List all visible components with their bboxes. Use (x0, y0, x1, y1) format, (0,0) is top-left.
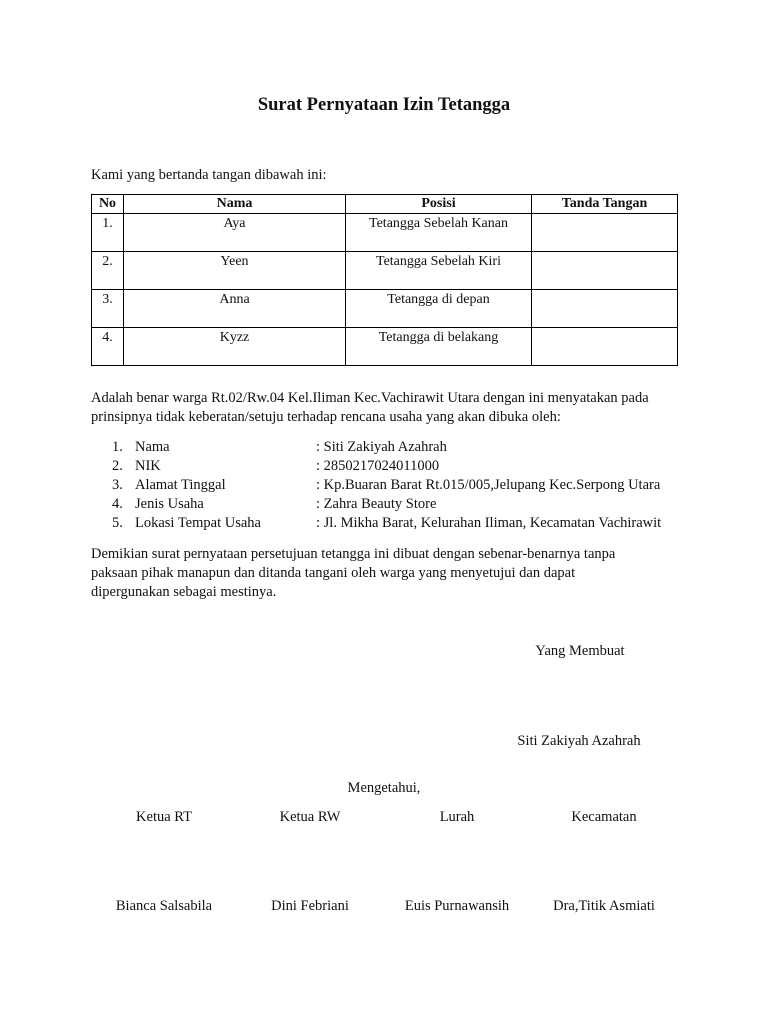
detail-label: Lokasi Tempat Usaha (135, 515, 261, 531)
table-row (92, 252, 678, 290)
list-item (112, 457, 712, 476)
row-no: 4. (92, 328, 124, 366)
row-nama: Yeen (124, 252, 346, 290)
list-number: 3. (112, 477, 123, 493)
row-nama: Aya (124, 214, 346, 252)
role-kecamatan: Kecamatan (571, 809, 637, 825)
list-number: 4. (112, 496, 123, 512)
list-item (112, 476, 712, 495)
row-posisi: Tetangga di belakang (346, 328, 532, 366)
closing-line: dipergunakan sebagai mestinya. (91, 584, 277, 600)
detail-label: Nama (135, 439, 170, 455)
name-lurah: Euis Purnawansih (404, 898, 510, 914)
detail-label: Alamat Tinggal (135, 477, 226, 493)
row-signature-cell[interactable] (532, 252, 678, 290)
role-ketua-rw: Ketua RW (279, 809, 341, 825)
row-no: 3. (92, 290, 124, 328)
row-posisi: Tetangga Sebelah Kanan (346, 214, 532, 252)
maker-label: Yang Membuat (535, 643, 625, 659)
table-header-row (92, 195, 678, 214)
row-nama: Kyzz (124, 328, 346, 366)
row-posisi: Tetangga di depan (346, 290, 532, 328)
table-row (92, 214, 678, 252)
statement-line: prinsipnya tidak keberatan/setuju terhadap rencana usaha yang akan dibuka oleh: (91, 409, 561, 425)
table-row (92, 290, 678, 328)
detail-value: : Siti Zakiyah Azahrah (316, 439, 447, 455)
detail-label: Jenis Usaha (135, 496, 204, 512)
role-lurah: Lurah (439, 809, 475, 825)
intro-text: Kami yang bertanda tangan dibawah ini: (91, 167, 327, 183)
list-item (112, 438, 712, 457)
statement-line: Adalah benar warga Rt.02/Rw.04 Kel.Iliman Kec.Vachirawit Utara dengan ini menyatakan pada (91, 390, 649, 406)
closing-paragraph (91, 545, 691, 602)
header-nama: Nama (124, 195, 346, 214)
row-no: 1. (92, 214, 124, 252)
list-number: 1. (112, 439, 123, 455)
header-tanda-tangan: Tanda Tangan (532, 195, 678, 214)
row-nama: Anna (124, 290, 346, 328)
role-ketua-rt: Ketua RT (136, 809, 192, 825)
list-item (112, 495, 712, 514)
row-signature-cell[interactable] (532, 328, 678, 366)
list-number: 5. (112, 515, 123, 531)
name-kecamatan: Dra,Titik Asmiati (553, 898, 655, 914)
name-ketua-rt: Bianca Salsabila (115, 898, 213, 914)
detail-value: : 2850217024011000 (316, 458, 440, 474)
detail-label: NIK (135, 458, 161, 474)
header-posisi: Posisi (346, 195, 532, 214)
row-signature-cell[interactable] (532, 214, 678, 252)
statement-paragraph (91, 389, 691, 427)
applicant-details-list (112, 438, 712, 533)
name-ketua-rw: Dini Febriani (271, 898, 349, 914)
list-number: 2. (112, 458, 123, 474)
maker-name: Siti Zakiyah Azahrah (517, 733, 641, 749)
closing-line: Demikian surat pernyataan persetujuan tetangga ini dibuat dengan sebenar-benarnya tanpa (91, 546, 616, 562)
detail-value: : Zahra Beauty Store (316, 496, 437, 512)
row-signature-cell[interactable] (532, 290, 678, 328)
detail-value: : Jl. Mikha Barat, Kelurahan Iliman, Kecamatan Vachirawit (316, 515, 662, 531)
acknowledge-label: Mengetahui, (347, 780, 421, 796)
table-row (92, 328, 678, 366)
header-no: No (92, 195, 124, 214)
signatory-table (91, 194, 678, 366)
list-item (112, 514, 712, 533)
detail-value: : Kp.Buaran Barat Rt.015/005,Jelupang Kec.Serpong Utara (316, 477, 661, 493)
closing-line: paksaan pihak manapun dan ditanda tangani oleh warga yang menyetujui dan dapat (91, 565, 576, 581)
row-posisi: Tetangga Sebelah Kiri (346, 252, 532, 290)
document-title: Surat Pernyataan Izin Tetangga (257, 95, 511, 115)
row-no: 2. (92, 252, 124, 290)
